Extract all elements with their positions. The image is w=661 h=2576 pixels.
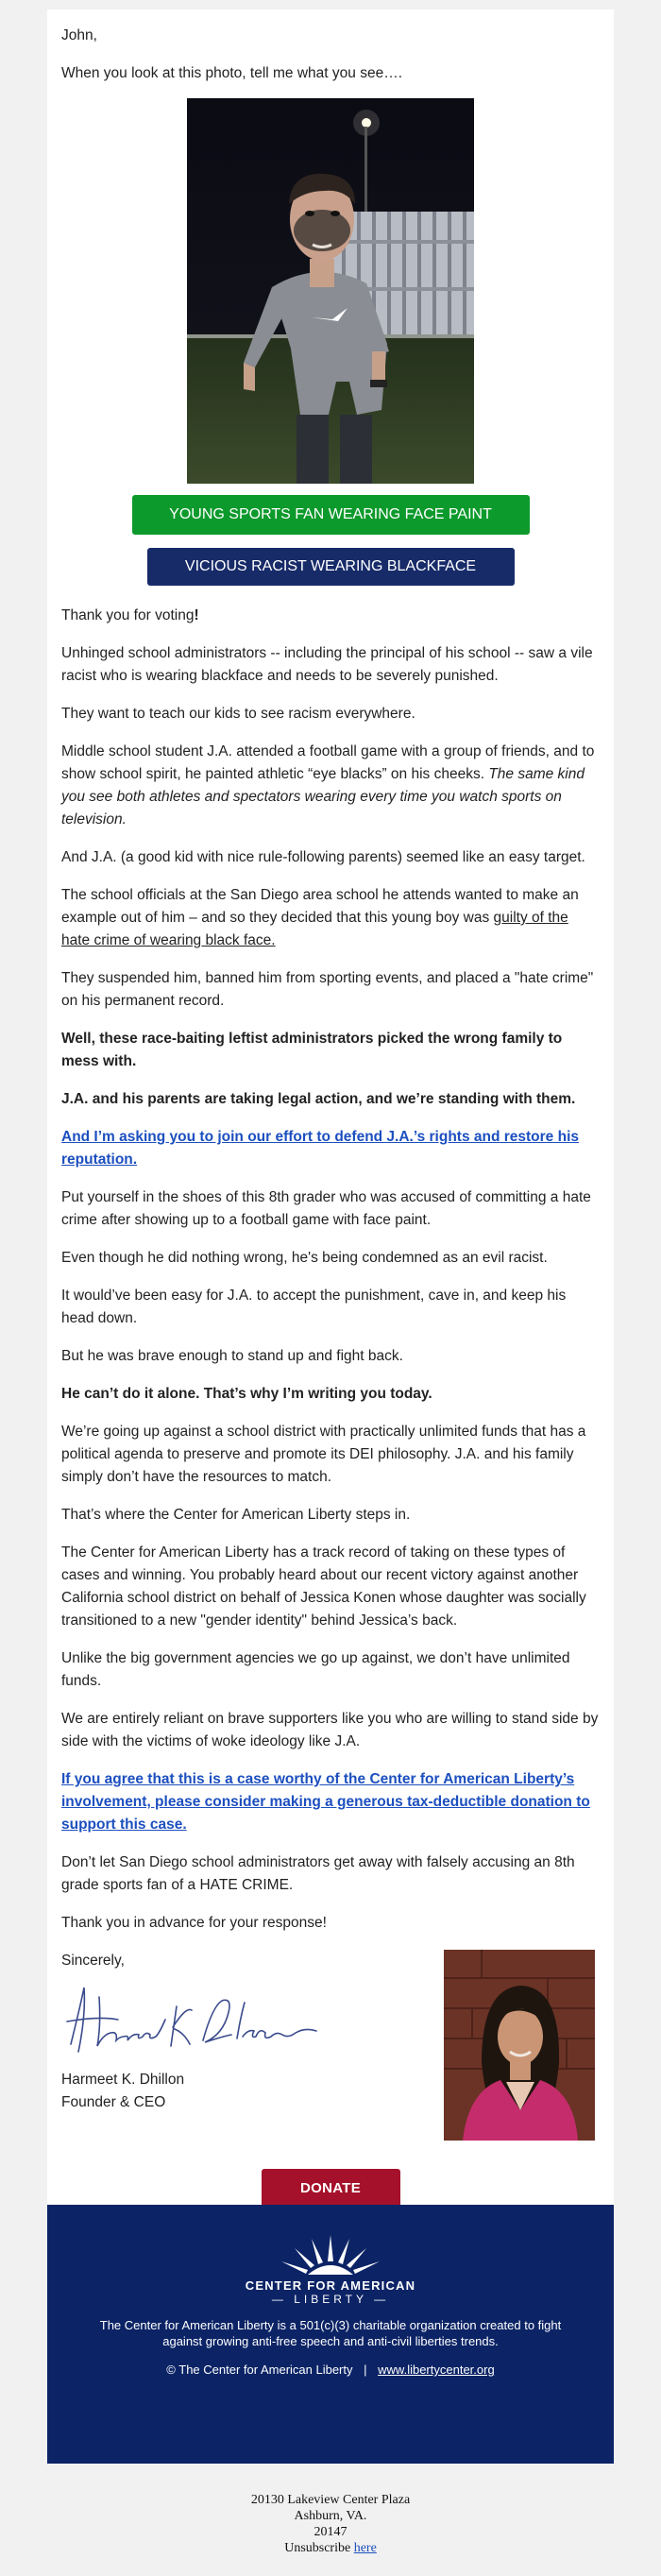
- mailing-address: [0, 2492, 661, 2556]
- paragraph: And J.A. (a good kid with nice rule-following parents) seemed like an easy target.: [61, 849, 585, 865]
- paragraph: The Center for American Liberty has a track record of taking on these types of cases and winning. You probably heard about our recent victory against another California school district on behalf of Jessica Konen whose daughter was socially transitioned to a new "gender identity" behind Jessica’s back.: [61, 1544, 586, 1629]
- address-line-2: Ashburn, VA.: [294, 2509, 367, 2523]
- paragraph: Put yourself in the shoes of this 8th grader who was accused of committing a hate crime after showing up to a football game with face paint.: [61, 1189, 591, 1228]
- footer-copyright-line: [47, 2363, 614, 2377]
- signature-block: [47, 1950, 614, 2159]
- thanks-bang: !: [194, 607, 199, 623]
- paragraph-text: Middle school student J.A. attended a football game with a group of friends, and to show school spirit, he painted athletic “eye blacks” on his cheeks.: [61, 743, 595, 782]
- paragraph-text: The school officials at the San Diego area school he attends wanted to make an example out of him – and so they decided that this young boy was: [61, 887, 579, 926]
- paragraph-bold: [61, 1383, 600, 1406]
- paragraph-italic: The same kind you see both athletes and spectators wearing every time you watch sports on television.: [61, 766, 585, 827]
- separator: |: [364, 2363, 367, 2377]
- donation-link[interactable]: If you agree that this is a case worthy of the Center for American Liberty’s involvement, please consider making a generous tax-deductible donation to support this case.: [61, 1771, 590, 1833]
- signer-headshot: [444, 1950, 595, 2141]
- paragraph: [61, 884, 600, 952]
- headshot-image: [444, 1950, 595, 2141]
- paragraph-link: [61, 1126, 600, 1171]
- unsubscribe-line: [0, 2540, 661, 2556]
- address-line-3: 20147: [314, 2525, 347, 2539]
- paragraph: They want to teach our kids to see racism everywhere.: [61, 706, 415, 722]
- liberty-sunburst-logo-icon: [236, 2229, 425, 2277]
- paragraph-bold: [61, 1088, 600, 1111]
- paragraph: We are entirely reliant on brave supporters like you who are willing to stand side by side with the victims of woke ideology like J.A.: [61, 1711, 599, 1749]
- address-line-1: 20130 Lakeview Center Plaza: [250, 2493, 411, 2507]
- paragraph: Unhinged school administrators -- including the principal of his school -- saw a vile racist who is wearing blackface and needs to be severely punished.: [61, 645, 593, 684]
- paragraph: Even though he did nothing wrong, he's being condemned as an evil racist.: [61, 1250, 548, 1266]
- email-body: [47, 9, 614, 1935]
- greeting: John,: [61, 27, 97, 43]
- copyright: © The Center for American Liberty: [166, 2363, 353, 2377]
- logo-line-1: CENTER FOR AMERICAN: [245, 2278, 416, 2293]
- email-card: [47, 9, 614, 2210]
- intro-text: When you look at this photo, tell me what you see….: [61, 65, 402, 81]
- signature-text-block: [61, 1950, 345, 2114]
- paragraph: We’re going up against a school district with practically unlimited funds that has a political agenda to preserve and promote its DEI philosophy. J.A. and his family simply don’t have the resources to match.: [61, 1424, 586, 1485]
- paragraph: But he was brave enough to stand up and fight back.: [61, 1348, 403, 1364]
- signer-name: Harmeet K. Dhillon: [61, 2072, 185, 2088]
- paragraph: Unlike the big government agencies we go up against, we don’t have unlimited funds.: [61, 1650, 570, 1689]
- footer: [47, 2205, 614, 2464]
- paragraph-bold: [61, 1028, 600, 1073]
- boy-photo-image: [187, 98, 474, 484]
- paragraph: It would’ve been easy for J.A. to accept the punishment, cave in, and keep his head down.: [61, 1288, 567, 1326]
- paragraph: [61, 741, 600, 831]
- thanks-for-voting: [61, 605, 600, 627]
- logo-line-2: — LIBERTY —: [271, 2293, 390, 2306]
- bold-text: Well, these race-baiting leftist administrators picked the wrong family to mess with.: [61, 1031, 563, 1069]
- paragraph-link: [61, 1768, 600, 1836]
- logo-line-2-text: LIBERTY: [294, 2293, 367, 2306]
- signer-title: Founder & CEO: [61, 2094, 166, 2110]
- paragraph-underlined: guilty of the hate crime of wearing black face.: [61, 910, 568, 948]
- paragraph: They suspended him, banned him from sporting events, and placed a "hate crime" on his permanent record.: [61, 970, 594, 1009]
- website-link[interactable]: www.libertycenter.org: [378, 2363, 495, 2377]
- thanks-text: Thank you for voting: [61, 607, 195, 623]
- unsubscribe-link[interactable]: here: [353, 2541, 377, 2555]
- defend-link[interactable]: And I’m asking you to join our effort to defend J.A.’s rights and restore his reputation.: [61, 1129, 580, 1168]
- handwritten-signature: [61, 1978, 326, 2063]
- vote-button-face-paint[interactable]: YOUNG SPORTS FAN WEARING FACE PAINT: [132, 495, 530, 535]
- footer-description: The Center for American Liberty is a 501(c)(3) charitable organization created to fight against growing anti-free speech and anti-civil liberties trends.: [99, 2318, 562, 2348]
- boy-photo: [187, 98, 474, 484]
- unsubscribe-text: Unsubscribe: [284, 2541, 351, 2555]
- bold-text: He can’t do it alone. That’s why I’m writing you today.: [61, 1386, 432, 1402]
- bold-text: J.A. and his parents are taking legal action, and we’re standing with them.: [61, 1091, 576, 1107]
- vote-button-blackface[interactable]: VICIOUS RACIST WEARING BLACKFACE: [147, 548, 515, 586]
- closing: Sincerely,: [61, 1953, 125, 1969]
- paragraph: That’s where the Center for American Liberty steps in.: [61, 1507, 411, 1523]
- paragraph: Don’t let San Diego school administrators get away with falsely accusing an 8th grade sports fan of a HATE CRIME.: [61, 1854, 575, 1893]
- paragraph: Thank you in advance for your response!: [61, 1915, 327, 1931]
- donate-button[interactable]: DONATE: [262, 2169, 400, 2209]
